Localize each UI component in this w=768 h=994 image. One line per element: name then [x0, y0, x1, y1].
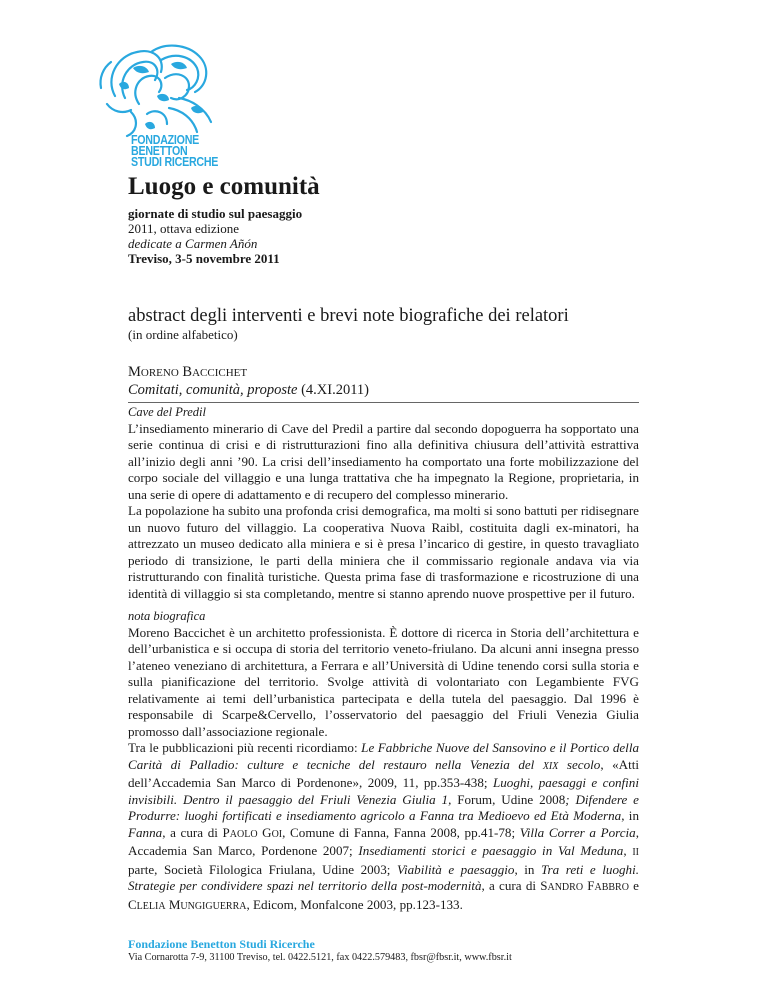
event-edition: 2011, ottava edizione	[128, 221, 240, 236]
pub-text: , Edicom, Monfalcone 2003, pp.123-133.	[246, 896, 463, 912]
pub-text: parte, Società Filologica Friulana, Udine 2003;	[128, 861, 397, 877]
pub-text: ,	[623, 843, 633, 858]
page-footer	[128, 937, 668, 964]
pub-title: Tra reti e luoghi. Strategie per condividere spazi nel territorio della post-modernità	[128, 861, 639, 893]
pub-text: , a cura di	[481, 878, 541, 893]
bio-paragraph: Moreno Baccichet è un architetto professionista. È dottore di ricerca in Storia dell’architettura e dell’urbanistica e si occupa di storia del territorio veneto-friulano. Da alcuni anni insegna presso l’ateneo veneziano di architettura, a Ferrara e all’Università di Udine tenendo corsi sulla storia e sulla pianificazione del territorio. Svolge attività di volontariato con Legambiente FVG relativamente ai temi dell’urbanistica partecipata e della tutela del paesaggio. Dal 1996 è responsabile di Scarpe&Cervello, l’osservatorio del paesaggio del Friuli Venezia Giulia promosso dall’associazione regionale.	[128, 624, 639, 739]
author-name: ANDRO	[547, 882, 584, 893]
author-name: C	[128, 896, 137, 912]
author-name: G	[257, 824, 272, 840]
bio-label: nota biografica	[128, 609, 206, 623]
footer-address: Via Cornarotta 7-9, 31100 Treviso, tel. 0422.5121, fax 0422.579483, fbsr@fbsr.it, www.fbsr.it	[128, 952, 512, 963]
pub-text: e	[628, 878, 639, 893]
talk-date: (4.XI.2011)	[297, 382, 369, 398]
author-name: AOLO	[229, 828, 258, 840]
event-subtitle: giornate di studio sul paesaggio	[128, 206, 303, 221]
author-name: S	[540, 878, 548, 893]
author-name: UNGIGUERRA	[180, 900, 247, 912]
pub-title: Villa Correr a Porcia	[519, 824, 636, 840]
name-initial: B	[182, 364, 193, 380]
pub-text: , Accademia San Marco, Pordenone 2007;	[128, 824, 640, 858]
divider	[128, 402, 639, 403]
abstract-paragraph: La popolazione ha subito una profonda crisi demografica, ma molti si sono battuti per ridisegnare un nuovo futuro del villaggio. La cooperativa Nuova Raibl, costituita dagli ex-minatori, ha attrezzato un museo dedicato alla miniera e si è presa l’incarico di gestire, in questo travagliato periodo di transizione, le parti della miniera che il commissario regionale andava via via ristrutturando con finalità turistiche. Questa prima fase di trasformazione e ricostruzione di una identità di villaggio si sta completando, mentre si stanno aprendo nuove prospettive per il futuro.	[128, 503, 639, 601]
talk-title-text: Comitati, comunità, proposte	[128, 382, 298, 398]
logo-line: STUDI RICERCHE	[131, 154, 219, 169]
speaker-name	[128, 364, 247, 382]
pub-title: secolo	[558, 756, 601, 772]
name-initial: M	[128, 364, 141, 380]
pub-text: , a cura di	[162, 824, 223, 840]
author-name: P	[222, 824, 230, 840]
pub-title: Luoghi, paesaggi e confini invisibili. Dentro il paesaggio del Friuli Venezia Giulia 1,	[128, 775, 639, 807]
page-title: Luogo e comunità	[128, 173, 320, 200]
footer-org: Fondazione Benetton Studi Ricerche	[128, 937, 315, 951]
logo-wordmark	[131, 134, 218, 167]
pub-text: , in	[514, 861, 541, 877]
logo-line: FONDAZIONE	[131, 132, 200, 147]
event-dedication: dedicate a Carmen Añón	[128, 236, 258, 251]
foundation-logo	[95, 38, 235, 169]
document-header	[128, 172, 668, 266]
pub-title: Fanna	[128, 824, 163, 840]
name-rest: ACCICHET	[192, 367, 248, 379]
pub-text: , «Atti dell’Accademia San Marco di Pordenone», 2009, 11, pp.353-438;	[128, 756, 639, 790]
name-rest: ORENO	[140, 367, 179, 379]
talk-title	[128, 381, 369, 399]
pub-title: Le Fabbriche Nuove del Sansovino e il Portico della Carità di Palladio: culture e tecniche del restauro nella Venezia del	[128, 740, 640, 772]
section-title: abstract degli interventi e brevi note biografiche dei relatori	[128, 306, 569, 326]
pub-title: Viabilità e paesaggio	[396, 861, 515, 877]
section-note: (in ordine alfabetico)	[128, 327, 238, 342]
author-name: LELIA	[136, 900, 166, 912]
author-name: OI	[271, 828, 283, 840]
author-name: ABBRO	[594, 882, 629, 893]
pub-text: , Comune di Fanna, Fanna 2008, pp.41-78;	[282, 824, 520, 840]
publications-paragraph	[128, 740, 639, 915]
pub-text: , in	[621, 808, 639, 823]
pub-text: II	[632, 847, 639, 858]
document-body	[128, 404, 639, 915]
abstract-paragraph: L’insediamento minerario di Cave del Predil a partire dal secondo dopoguerra ha sopportato una serie continua di crisi e di ristrutturazioni fino alla definitiva chiusura dell’attività estrattiva all’inizio degli anni ’90. La crisi dell’insediamento ha comportato una forte mobilizzazione del corpo sociale del villaggio e una lunga trattativa che ha impegnato la Regione, proprietaria, in una serie di opere di adattamento e di recupero del complesso minerario.	[128, 420, 639, 502]
logo-illustration-icon	[95, 38, 235, 138]
abstract-label: Cave del Predil	[128, 405, 206, 419]
pub-text: Forum, Udine 2008	[451, 791, 566, 807]
pub-title: ; Difendere e Produrre: luoghi fortificati e insediamento agricolo a Fanna tra Medioevo ed Età Moderna	[128, 791, 639, 823]
author-name: M	[165, 896, 181, 912]
event-place-date: Treviso, 3-5 novembre 2011	[128, 251, 280, 266]
logo-line: BENETTON	[131, 143, 188, 158]
pub-title: XIX	[542, 760, 559, 772]
pub-title: Insediamenti storici e paesaggio in Val Meduna	[358, 843, 624, 858]
pub-text: Tra le pubblicazioni più recenti ricordiamo:	[128, 740, 362, 755]
author-name: F	[583, 878, 595, 893]
